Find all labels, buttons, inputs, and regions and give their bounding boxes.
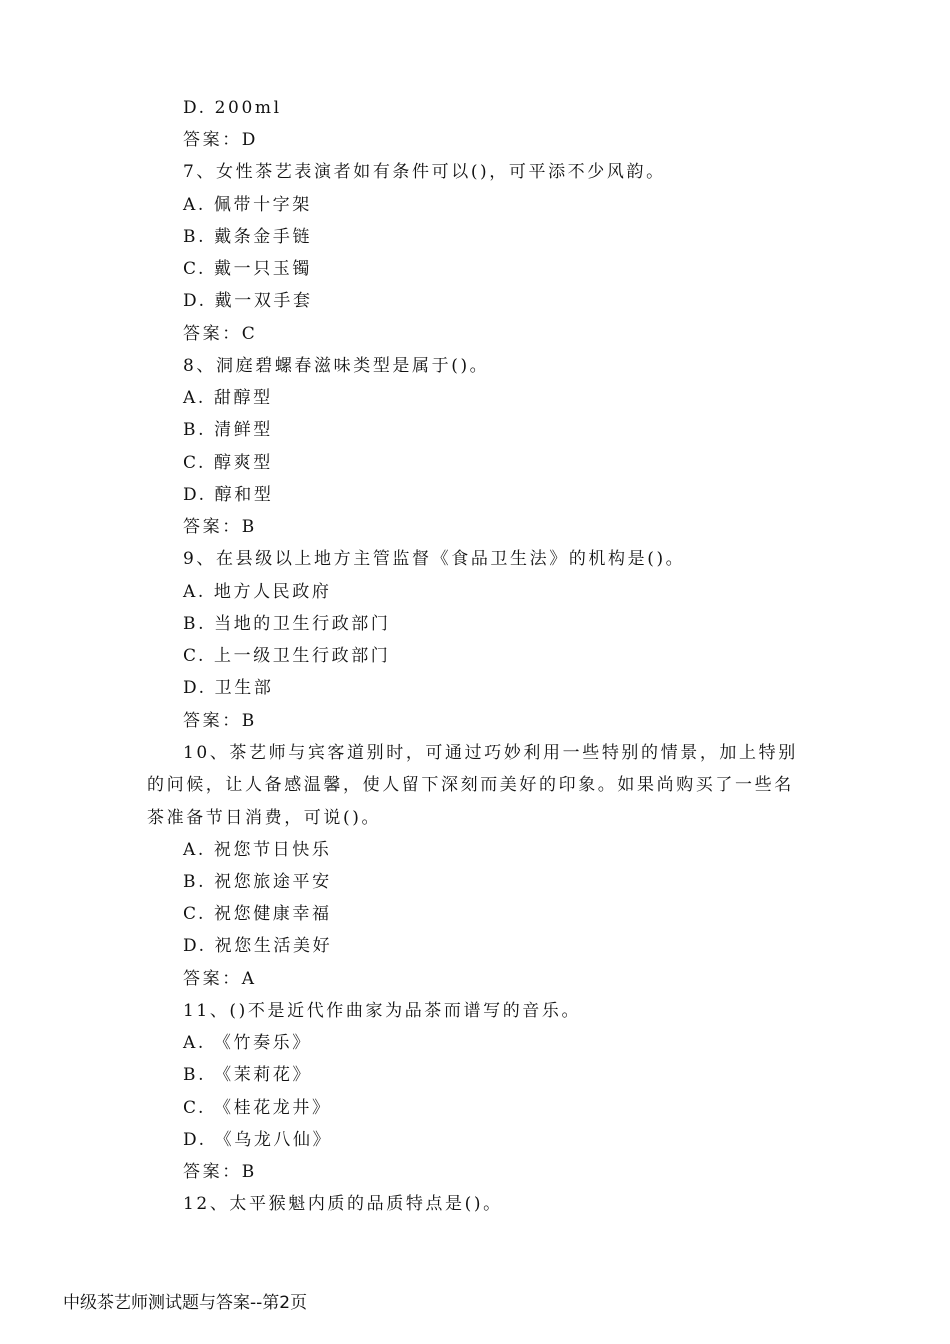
question-11: 11、()不是近代作曲家为品茶而谱写的音乐。	[183, 1001, 582, 1021]
question-8: 8、洞庭碧螺春滋味类型是属于()。	[183, 356, 490, 376]
option-d-q6: D. 200ml	[183, 98, 282, 118]
option-b-q9: B. 当地的卫生行政部门	[183, 614, 391, 634]
option-c-q9: C. 上一级卫生行政部门	[183, 646, 391, 666]
answer-q11: 答案：B	[183, 1162, 257, 1182]
option-b-q10: B. 祝您旅途平安	[183, 872, 332, 892]
answer-q8: 答案：B	[183, 517, 257, 537]
option-c-q11: C. 《桂花龙井》	[183, 1098, 332, 1118]
option-c-q7: C. 戴一只玉镯	[183, 259, 313, 279]
option-a-q11: A. 《竹奏乐》	[183, 1033, 312, 1053]
question-7: 7、女性茶艺表演者如有条件可以()，可平添不少风韵。	[183, 162, 666, 182]
answer-q7: 答案：C	[183, 324, 258, 344]
option-b-q11: B. 《茉莉花》	[183, 1065, 313, 1085]
option-d-q9: D. 卫生部	[183, 678, 274, 698]
option-d-q11: D. 《乌龙八仙》	[183, 1130, 333, 1150]
question-10: 10、茶艺师与宾客道别时，可通过巧妙利用一些特别的情景，加上特别的问候，让人备感温馨，使人留下深刻而美好的印象。如果尚购买了一些名茶准备节日消费，可说()。	[147, 743, 798, 828]
option-a-q8: A. 甜醇型	[183, 388, 273, 408]
question-12: 12、太平猴魁内质的品质特点是()。	[183, 1194, 503, 1214]
option-c-q10: C. 祝您健康幸福	[183, 904, 332, 924]
option-a-q7: A. 佩带十字架	[183, 195, 312, 215]
option-d-q8: D. 醇和型	[183, 485, 274, 505]
option-d-q7: D. 戴一双手套	[183, 291, 313, 311]
question-9: 9、在县级以上地方主管监督《食品卫生法》的机构是()。	[183, 549, 686, 569]
option-c-q8: C. 醇爽型	[183, 453, 273, 473]
answer-q6: 答案：D	[183, 130, 259, 150]
answer-q9: 答案：B	[183, 711, 257, 731]
answer-q10: 答案：A	[183, 969, 257, 989]
page-footer: 中级茶艺师测试题与答案--第2页	[63, 1293, 308, 1313]
option-a-q10: A. 祝您节日快乐	[183, 840, 332, 860]
option-b-q8: B. 清鲜型	[183, 420, 273, 440]
option-a-q9: A. 地方人民政府	[183, 582, 332, 602]
option-b-q7: B. 戴条金手链	[183, 227, 313, 247]
option-d-q10: D. 祝您生活美好	[183, 936, 333, 956]
